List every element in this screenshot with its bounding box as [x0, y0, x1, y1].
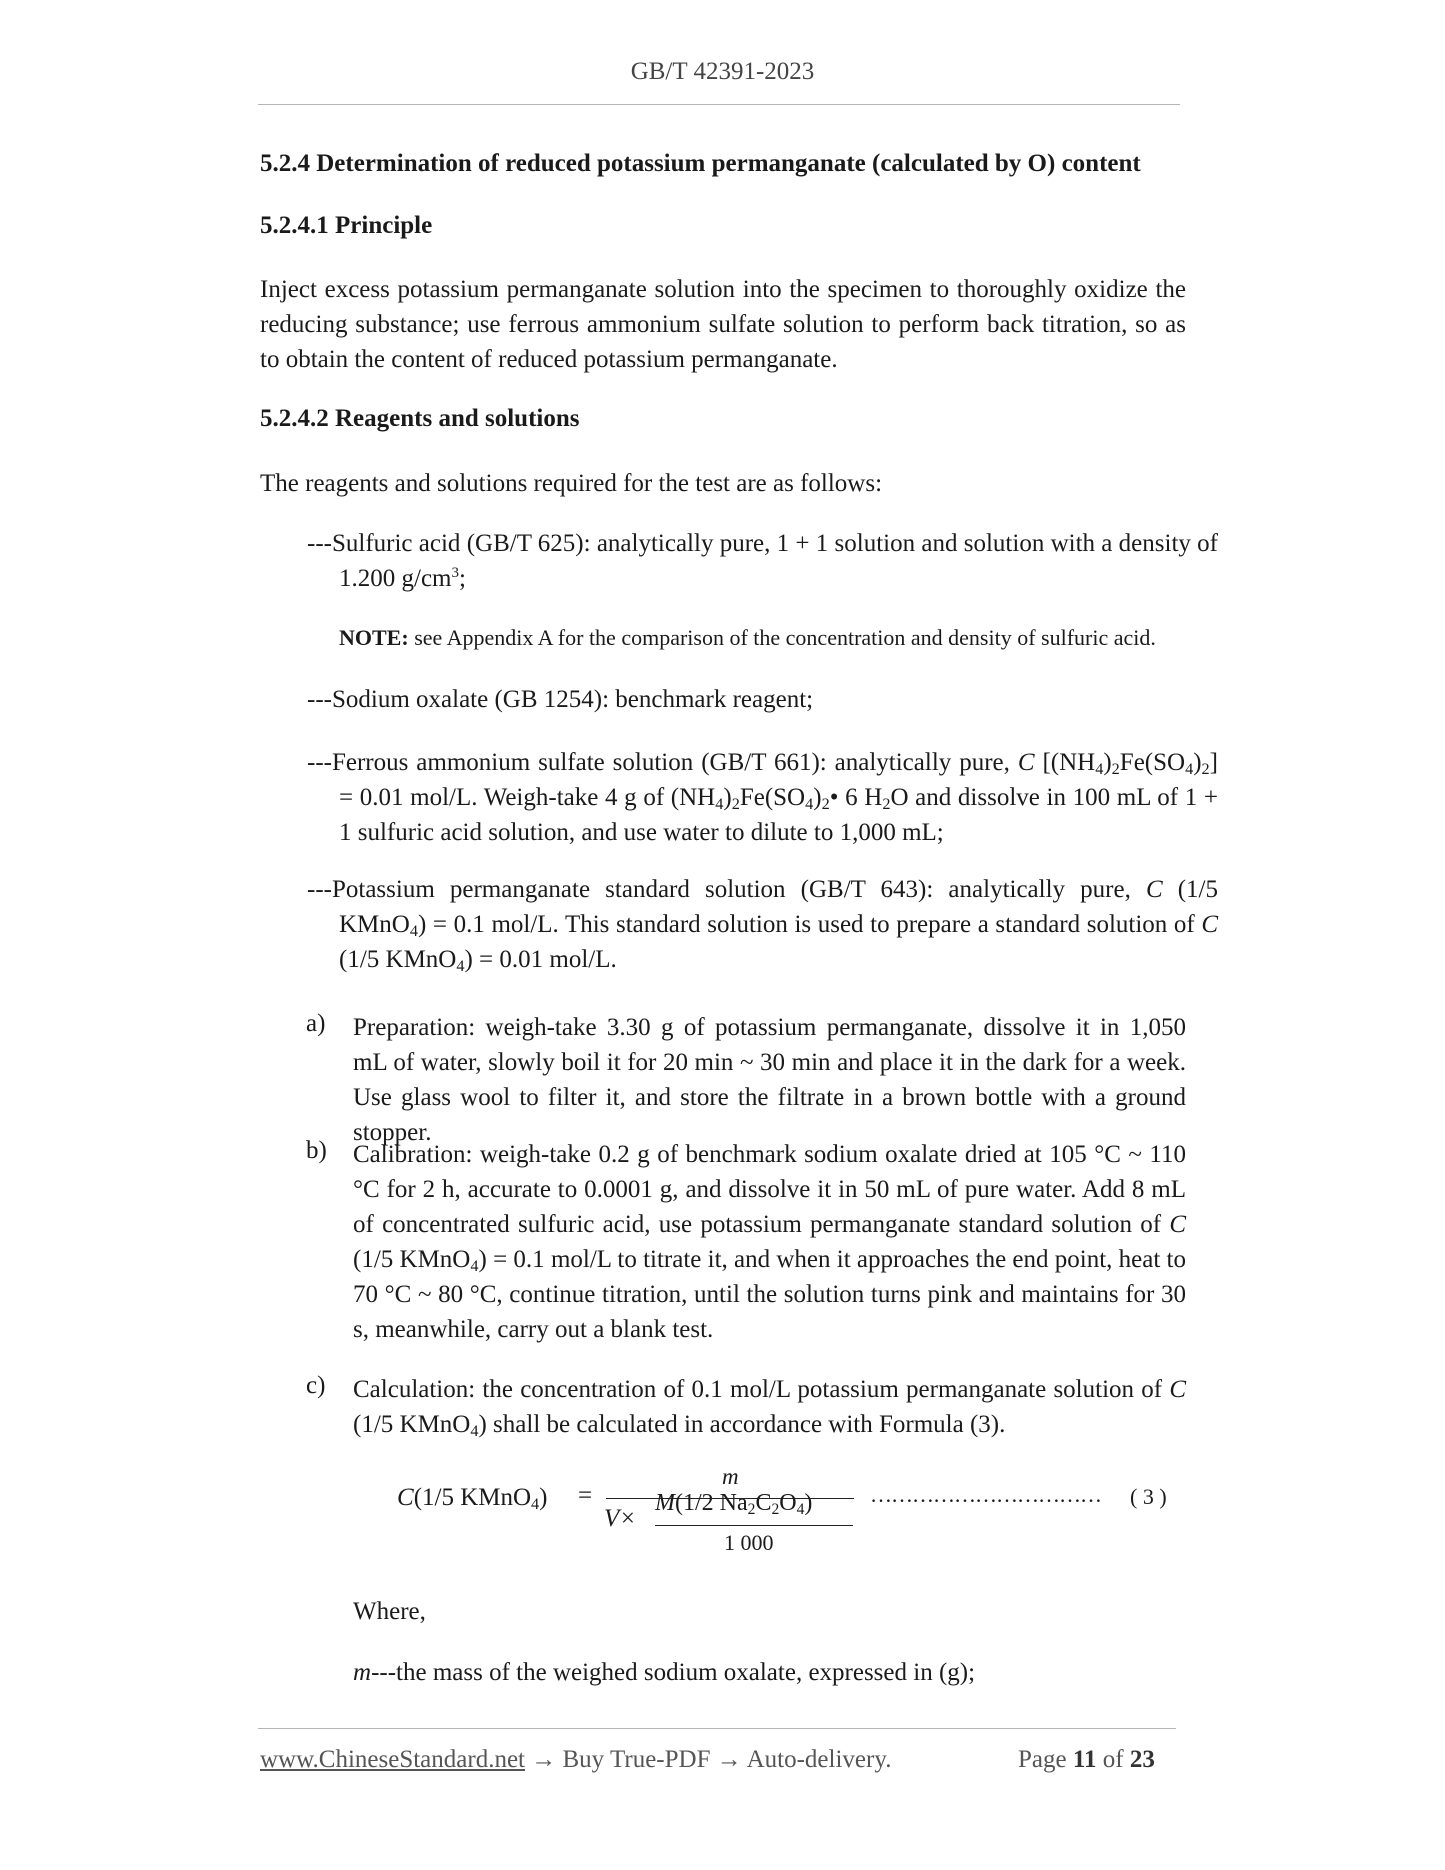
formula-molar-mass: M(1/2 $Na_2C_2O_4$) — [655, 1490, 813, 1518]
note: NOTE: see Appendix A for the comparison of the concentration and density of sulfuric acid. — [339, 625, 1156, 650]
section-title: 5.2.4 Determination of reduced potassium permanganate (calculated by O) content — [260, 150, 1141, 177]
formula-numerator: m — [722, 1464, 739, 1489]
step-b-marker: b) — [306, 1137, 327, 1164]
step-c-marker: c) — [306, 1372, 326, 1399]
formula-v-times: V× — [604, 1505, 637, 1532]
reagent-ferrous-ammonium-sulfate: ---Ferrous ammonium sulfate solution (GB/T 661): analytically pure, C $[(NH_4)_2Fe(SO_4)_2] = 0.01$ mol/L. Weigh-take 4 g of $(NH_4)_2Fe(SO_4)_2•$ 6 $H_2O$ and dissolve in 100 mL of 1 + 1 sulfuric acid solution, and use water to dilute to 1,000 mL; — [307, 749, 1218, 846]
formula-number: ( 3 ) — [1130, 1484, 1167, 1509]
step-b-text: Calibration: weigh-take 0.2 g of benchmark sodium oxalate dried at 105 °C ~ 110 °C for 2 h, accurate to 0.0001 g, and dissolve it in 50 mL of pure water. Add 8 mL of concentrated sulfuric acid, use potassium permanganate standard solution of C (1/5 KMnO$_4$) = 0.1 mol/L to titrate it, and when it approaches the end point, heat to 70 °C ~ 80 °C, continue titration, until the solution turns pink and maintains for 30 s, meanwhile, carry out a blank test. — [353, 1141, 1187, 1343]
reagents-intro: The reagents and solutions required for the test are as follows: — [260, 470, 883, 497]
reagent-sodium-oxalate: ---Sodium oxalate (GB 1254): benchmark reagent; — [307, 686, 814, 713]
step-c-text: Calculation: the concentration of 0.1 mol/L potassium permanganate solution of C (1/5 KMnO$_4$) shall be calculated in accordance with Formula (3). — [353, 1376, 1186, 1441]
step-a-text: Preparation: weigh-take 3.30 g of potassium permanganate, dissolve it in 1,050 mL of water, slowly boil it for 20 min ~ 30 min and place it in the dark for a week. Use glass wool to filter it, and store the filtrate in a brown bottle with a ground stopper. — [353, 1014, 1186, 1146]
header-rule — [258, 104, 1180, 105]
formula-equals: = — [578, 1482, 593, 1509]
footer-buy-text: Buy True-PDF — [562, 1746, 711, 1773]
formula-leader-dots: …………………………… — [870, 1482, 1101, 1507]
reagent-sulfuric-acid: ---Sulfuric acid (GB/T 625): analytically pure, 1 + 1 solution and solution with a density of 1.200 $g/cm^3$; — [307, 530, 1218, 592]
step-a-marker: a) — [306, 1010, 326, 1037]
reagent-potassium-permanganate: ---Potassium permanganate standard solution (GB/T 643): analytically pure, C (1/5 KMnO$_4$) = 0.1 mol/L. This standard solution is used to prepare a standard solution of C (1/5 KMnO$_4$) = 0.01 mol/L. — [307, 876, 1218, 976]
footer-links: www.ChineseStandard.net → Buy True-PDF → Auto-delivery. — [260, 1746, 892, 1773]
footer-rule — [258, 1728, 1176, 1729]
principle-heading: 5.2.4.1 Principle — [260, 212, 433, 239]
reagents-heading: 5.2.4.2 Reagents and solutions — [260, 405, 580, 432]
formula-inner-denominator: 1 000 — [724, 1530, 774, 1555]
where-label: Where, — [353, 1598, 426, 1625]
footer-site-link[interactable]: www.ChineseStandard.net — [260, 1746, 525, 1773]
definition-m: m---the mass of the weighed sodium oxalate, expressed in (g); — [353, 1659, 976, 1686]
formula-inner-fraction-line — [655, 1525, 853, 1526]
header-doc-id: GB/T 42391-2023 — [630, 58, 815, 85]
formula-lhs: C(1/5 KMnO$_4$) — [397, 1484, 548, 1514]
footer-page-number: Page 11 of 23 — [1018, 1746, 1155, 1773]
principle-paragraph: Inject excess potassium permanganate solution into the specimen to thoroughly oxidize the reducing substance; use ferrous ammonium sulfate solution to perform back titration, so as to obtain the content of reduced potassium permanganate. — [260, 276, 1186, 373]
